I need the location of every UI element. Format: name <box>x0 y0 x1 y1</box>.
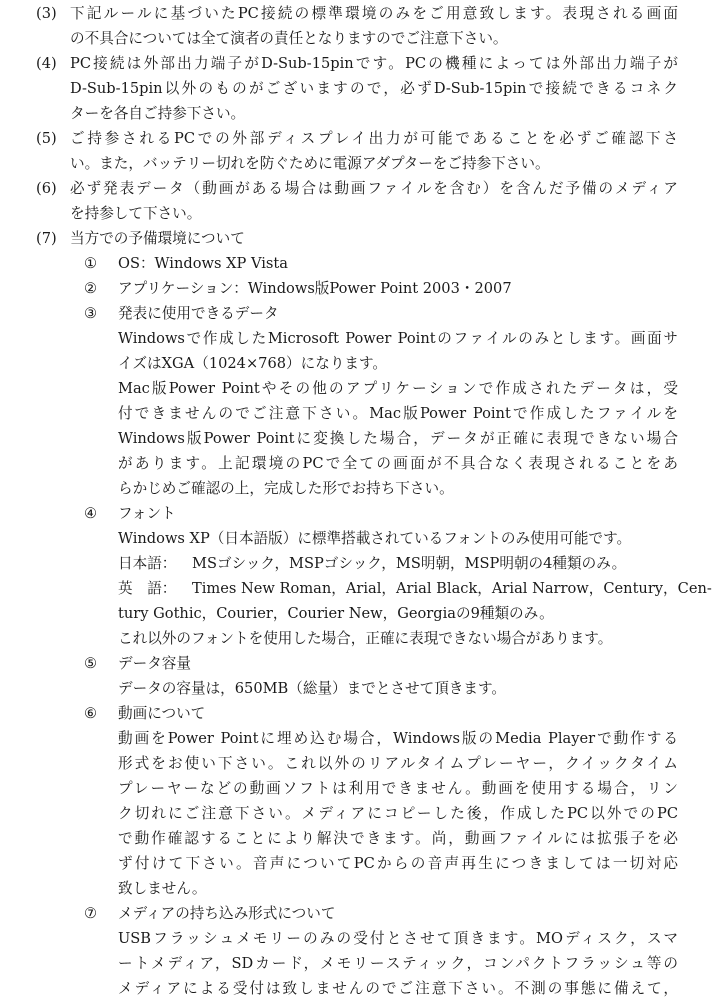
body-line: これ以外のフォントを使用した場合，正確に表現できない場合があります。 <box>118 630 613 647</box>
body-line: Windows XP（日本語版）に標準搭載されているフォントのみ使用可能です。 <box>118 530 632 547</box>
subitem-5 <box>0 651 718 676</box>
body-line: ず付けて下さい。音声についてPCからの音声再生につきましては一切対応 <box>118 855 678 872</box>
body-line: イズはXGA（1024×768）になります。 <box>118 355 388 372</box>
subitem-7-body <box>0 926 718 1001</box>
body-line: ートメディア，SDカード，メモリースティック，コンパクトフラッシュ等の <box>118 955 678 972</box>
list-item-3 <box>0 1 718 51</box>
item-text-line: の不具合については全て演者の責任となりますのでご注意下さい。 <box>70 30 508 47</box>
item-text-line: 必ず発表データ（動画がある場合は動画ファイルを含む）を含んだ予備のメディア <box>70 180 678 197</box>
font-list-japanese <box>0 551 718 576</box>
body-line: 致しません。 <box>118 880 207 897</box>
body-line: らかじめご確認の上，完成した形でお持ち下さい。 <box>118 480 454 497</box>
subitem-title: 発表に使用できるデータ <box>118 305 279 322</box>
subitem-title: 動画について <box>118 705 206 722</box>
font-list-text: MSゴシック，MSPゴシック，MS明朝，MSP明朝の4種類のみ。 <box>192 555 627 572</box>
item-text-line: 下記ルールに基づいたPC接続の標準環境のみをご用意致します。表現される画面 <box>70 5 678 22</box>
item-text-line: い。また，バッテリー切れを防ぐために電源アダプターをご持参下さい。 <box>70 155 550 172</box>
body-line: USBフラッシュメモリーのみの受付とさせて頂きます。MOディスク，スマ <box>118 930 678 947</box>
body-line: で動作確認することにより解決できます。尚，動画ファイルには拡張子を必 <box>118 830 678 847</box>
subitem-number: ⑤ <box>84 655 98 672</box>
item-number: (5) <box>36 130 57 147</box>
item-text-line: 当方での予備環境について <box>70 230 245 247</box>
list-item-5 <box>0 126 718 176</box>
subitem-number: ④ <box>84 505 98 522</box>
body-line: Mac版Power Pointやその他のアプリケーションで作成されたデータは，受 <box>118 380 678 397</box>
subitem-title: アプリケーション：Windows版Power Point 2003・2007 <box>118 280 512 297</box>
font-list-label: 英 語： <box>118 580 177 597</box>
font-list-label: 日本語： <box>118 555 177 572</box>
body-line: があります。上記環境のPCで全ての画面が不具合なく表現されることをあ <box>118 455 678 472</box>
body-line: Windows版Power Pointに変換した場合，データが正確に表現できない場合 <box>118 430 678 447</box>
body-line: メディアによる受付は致しませんのでご注意下さい。不測の事態に備えて， <box>118 980 678 997</box>
subitem-6-body <box>0 726 718 901</box>
subitem-title: フォント <box>118 505 176 522</box>
subitem-4 <box>0 501 718 526</box>
body-line: Windowsで作成したMicrosoft Power Pointのファイルのみとします。画面サ <box>118 330 678 347</box>
subitem-3 <box>0 301 718 326</box>
item-text-line: PC接続は外部出力端子がD-Sub-15pinです。PCの機種によっては外部出力端子が <box>70 55 678 72</box>
body-line: 動画をPower Pointに埋め込む場合，Windows版のMedia Playerで動作する <box>118 730 678 747</box>
subitem-5-body <box>0 676 718 701</box>
subitem-3-body <box>0 326 718 501</box>
subitem-7 <box>0 901 718 926</box>
item-number: (4) <box>36 55 57 72</box>
item-text-line: D-Sub-15pin以外のものがございますので，必ずD-Sub-15pinで接続できるコネク <box>70 80 678 97</box>
body-line: 形式をお使い下さい。これ以外のリアルタイムプレーヤー，クイックタイム <box>118 755 678 772</box>
list-item-4 <box>0 51 718 126</box>
item-number: (6) <box>36 180 57 197</box>
font-list-text: Times New Roman，Arial，Arial Black，Arial Narrow，Century，Cen- <box>192 580 712 597</box>
list-item-6 <box>0 176 718 226</box>
item-text-line: を持参して下さい。 <box>70 205 202 222</box>
body-line: データの容量は，650MB（総量）までとさせて頂きます。 <box>118 680 507 697</box>
subitem-1 <box>0 251 718 276</box>
item-text-line: ターを各自ご持参下さい。 <box>70 105 246 122</box>
subitem-number: ⑥ <box>84 705 98 722</box>
subitem-title: OS：Windows XP Vista <box>118 255 288 272</box>
list-item-7 <box>0 226 718 251</box>
subitem-number: ③ <box>84 305 98 322</box>
subitem-2 <box>0 276 718 301</box>
item-text-line: ご持参されるPCでの外部ディスプレイ出力が可能であることを必ずご確認下さ <box>70 130 678 147</box>
item-number: (7) <box>36 230 57 247</box>
subitem-number: ② <box>84 280 98 297</box>
subitem-title: メディアの持ち込み形式について <box>118 905 336 922</box>
font-list-english <box>0 576 718 601</box>
subitem-4-body <box>0 526 718 551</box>
subitem-number: ⑦ <box>84 905 98 922</box>
subitem-number: ① <box>84 255 98 272</box>
subitem-title: データ容量 <box>118 655 191 672</box>
font-list-text: tury Gothic，Courier，Courier New，Georgiaの9種類のみ。 <box>118 605 554 622</box>
body-line: ク切れにご注意下さい。メディアにコピーした後，作成したPC以外でのPC <box>118 805 678 822</box>
body-line: プレーヤーなどの動画ソフトは利用できません。動画を使用する場合，リン <box>118 780 678 797</box>
body-line: 付できませんのでご注意下さい。Mac版Power Pointで作成したファイルを <box>118 405 678 422</box>
item-number: (3) <box>36 5 57 22</box>
subitem-6 <box>0 701 718 726</box>
subitem-4-body-cont <box>0 601 718 651</box>
